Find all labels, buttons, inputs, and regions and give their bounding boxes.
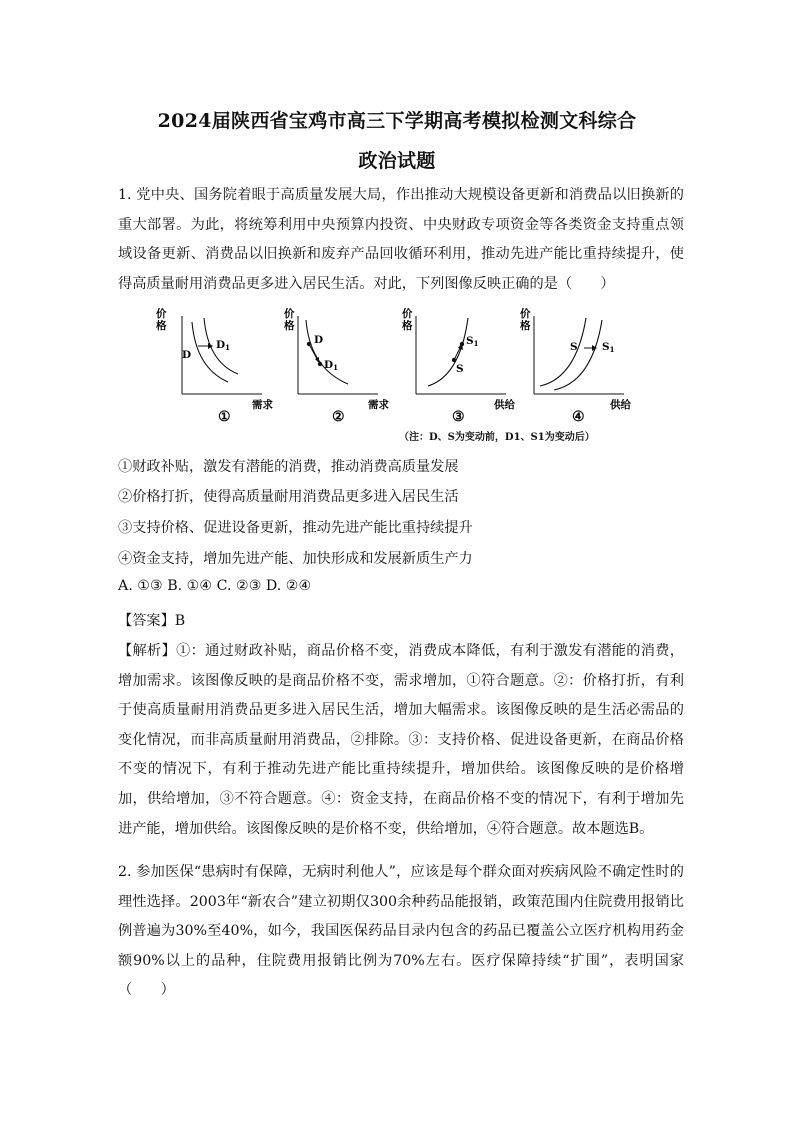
graph-1-arrowhead bbox=[208, 343, 213, 349]
q1-choices: A. ①③ B. ①④ C. ②③ D. ②④ bbox=[118, 578, 312, 594]
graph-3-point-a bbox=[452, 358, 456, 362]
graph-3-curve-s bbox=[428, 318, 468, 386]
q1-statement-4: ④资金支持，增加先进产能、加快形成和发展新质生产力 bbox=[118, 551, 473, 567]
graph-4-y-label-part1: 价 bbox=[520, 308, 531, 320]
graph-note: （注：D、S为变动前，D1、S1为变动后） bbox=[399, 432, 595, 443]
graph-1-y-label-part1: 价 bbox=[156, 308, 167, 320]
graph-4-plot bbox=[520, 306, 636, 411]
graph-1-curve-d bbox=[192, 322, 228, 382]
q1-analysis: 【解析】①：通过财政补贴，商品价格不变，消费成本降低，有利于激发有潜能的消费，增加需求。该图像反映的是商品价格不变，需求增加，①符合题意。②：价格打折，有利于使高质量耐用消费品更多进入居民生活，增加大幅需求。该图像反映的是生活必需品的变化情况，而非高质量耐用消费品，②排除。③：支持价格、促进设备更新，在商品价格不变的情况下，有利于推动先进产能比重持续提升，增加供给。该图像反映的是价格增加，供给增加，③不符合题意。④：资金支持，在商品价格不变的情况下，有利于增加先进产能，增加供给。该图像反映的是价格不变，供给增加，④符合题意。故本题选B。 bbox=[118, 643, 684, 837]
graph-1-label-d: D bbox=[182, 349, 192, 361]
graph-3 bbox=[402, 306, 518, 428]
graph-1-y-label-part2: 格 bbox=[156, 320, 167, 332]
q2-stem: 2. 参加医保“患病时有保障，无病时利他人”，应该是每个群众面对疾病风险不确定性时的理性选择。2003年“新农合”建立初期仅300余种药品能报销，政策范围内住院费用报销比例普遍为30%至40%，如今，我国医保药品目录内包含的药品已覆盖公立医疗机构用药金额90%以上的品种，住院费用报销比例为70%左右。医疗保障持续“扩围”，表明国家（ ） bbox=[118, 864, 684, 999]
graph-2 bbox=[270, 306, 389, 428]
q1-statement-1: ①财政补贴，激发有潜能的消费，推动消费高质量发展 bbox=[118, 459, 459, 475]
graph-4-y-label-part2: 格 bbox=[520, 320, 531, 332]
q1-answer: 【答案】B bbox=[118, 613, 186, 629]
graph-3-y-label-part2: 格 bbox=[402, 320, 413, 332]
graph-3-label-s1: S1 bbox=[466, 335, 479, 348]
graph-4-number: ④ bbox=[572, 409, 585, 425]
graph-4-curve-s1 bbox=[554, 320, 602, 390]
graph-1-number: ① bbox=[218, 409, 231, 425]
graph-4-x-label: 供给 bbox=[610, 399, 631, 411]
graph-2-y-label-part2: 格 bbox=[284, 320, 295, 332]
graph-3-label-s: S bbox=[456, 363, 464, 375]
q1-stem: 1. 党中央、国务院着眼于高质量发展大局，作出推动大规模设备更新和消费品以旧换新的重大部署。为此，将统筹利用中央预算内投资、中央财政专项资金等各类资金支持重点领域设备更新、消费品以旧换新和废弃产品回收循环利用，推动先进产能比重持续提升，使得高质量耐用消费品更多进入居民生活。对此，下列图像反映正确的是（ ） bbox=[118, 187, 684, 292]
graph-2-curve-d bbox=[306, 320, 348, 384]
graph-2-point-a bbox=[307, 342, 311, 346]
graph-4 bbox=[520, 306, 636, 428]
graph-2-plot bbox=[270, 306, 389, 411]
graph-2-move-arrow bbox=[310, 346, 317, 359]
graph-1 bbox=[152, 306, 273, 428]
doc-title-line2: 政治试题 bbox=[358, 150, 436, 172]
graph-1-plot bbox=[152, 306, 273, 411]
graph-4-label-s: S bbox=[570, 341, 578, 353]
graph-2-y-label-part1: 价 bbox=[284, 308, 295, 320]
graph-3-y-label-part1: 价 bbox=[402, 308, 413, 320]
graph-3-x-label: 供给 bbox=[494, 399, 515, 411]
graph-2-number: ② bbox=[332, 409, 345, 425]
graph-1-label-d1: D1 bbox=[216, 339, 230, 352]
graph-3-plot bbox=[402, 306, 518, 411]
graph-2-label-d: D bbox=[314, 334, 324, 346]
doc-title-line1: 2024届陕西省宝鸡市高三下学期高考模拟检测文科综合 bbox=[157, 110, 637, 132]
q1-statement-3: ③支持价格、促进设备更新，推动先进产能比重持续提升 bbox=[118, 520, 473, 536]
q1-graph-row bbox=[150, 306, 650, 446]
q1-statement-2: ②价格打折，使得高质量耐用消费品更多进入居民生活 bbox=[118, 489, 459, 505]
graph-3-number: ③ bbox=[452, 409, 465, 425]
graph-4-label-s1: S1 bbox=[602, 341, 615, 354]
graph-2-x-label: 需求 bbox=[368, 399, 389, 411]
graph-1-x-label: 需求 bbox=[252, 399, 273, 411]
graph-2-label-d1: D1 bbox=[324, 359, 338, 372]
